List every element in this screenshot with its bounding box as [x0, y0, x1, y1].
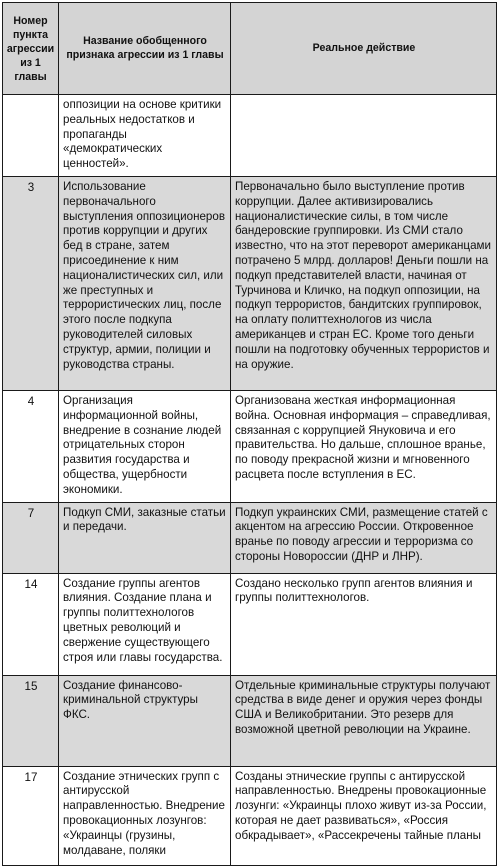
row-number: 3 — [3, 176, 59, 390]
row-feature: Использование первоначального выступления оппозиционеров против коррупции и других бед в стране, затем присоединение к ним националистических сил, или же преступных и террористических лиц, после этого после подкупа руководителей силовых структур, армии, полиции и руководства страны. — [59, 176, 231, 390]
row-feature: Подкуп СМИ, заказные статьи и передачи. — [59, 502, 231, 573]
table-row — [3, 390, 497, 502]
row-number: 7 — [3, 502, 59, 573]
header-action: Реальное действие — [231, 3, 497, 95]
row-number: 4 — [3, 390, 59, 502]
row-action: Создано несколько групп агентов влияния и группы политтехнологов. — [231, 573, 497, 675]
row-feature: оппозиции на основе критики реальных недостатков и пропаганды «демократических ценностей». — [59, 95, 231, 177]
table-row — [3, 502, 497, 573]
row-action: Подкуп украинских СМИ, размещение статей с акцентом на агрессию России. Откровенное вранье по поводу агрессии и терроризма со стороны Новороссии (ДНР и ЛНР). — [231, 502, 497, 573]
row-action: Отдельные криминальные структуры получают средства в виде денег и оружия через фонды США и Великобритании. Это резерв для возможной цветной революции на Украине. — [231, 675, 497, 766]
table-header-row — [3, 3, 497, 95]
row-feature: Создание финансово-криминальной структуры ФКС. — [59, 675, 231, 766]
row-action: Первоначально было выступление против коррупции. Далее активизировались националистические силы, в том числе бандеровские группировки. Из СМИ стало известно, что на этот переворот американцами потрачено 5 млрд. долларов! Деньги пошли на подкуп представителей власти, начиная от Турчинова и Кличко, на подкуп оппозиции, на подкуп террористов, бандитских группировок, на оплату политтехнологов из числа американцев и стран ЕС. Кроме того деньги пошли на подготовку обученных террористов и на оружие. — [231, 176, 497, 390]
table-row — [3, 95, 497, 177]
header-number: Номер пункта агрессии из 1 главы — [3, 3, 59, 95]
row-number — [3, 95, 59, 177]
row-feature: Создание этнических групп с антирусской направленностью. Внедрение провокационных лозунгов: «Украинцы (грузины, молдаване, поляки — [59, 766, 231, 865]
row-action: Созданы этнические группы с антирусской направленностью. Внедрены провокационные лозунги: «Украинцы плохо живут из-за России, которая не дает развиваться», «Россия обкрадывает», «Рассекречены тайные планы — [231, 766, 497, 865]
table-row — [3, 176, 497, 390]
row-action: Организована жесткая информационная война. Основная информация – справедливая, связанная с коррупцией Януковича и его правительства. Но дальше, сплошное вранье, по поводу прекрасной жизни и мгновенного расцвета после вступления в ЕС. — [231, 390, 497, 502]
row-action — [231, 95, 497, 177]
header-feature: Название обобщенного признака агрессии из 1 главы — [59, 3, 231, 95]
table-row — [3, 766, 497, 865]
row-feature: Создание группы агентов влияния. Создание плана и группы политтехнологов цветных революций и свержение существующего строя или главы государства. — [59, 573, 231, 675]
row-number: 15 — [3, 675, 59, 766]
row-number: 14 — [3, 573, 59, 675]
row-feature: Организация информационной войны, внедрение в сознание людей отрицательных сторон развития государства и общества, ущербности экономики. — [59, 390, 231, 502]
aggression-comparison-table — [2, 2, 497, 866]
table-row — [3, 573, 497, 675]
document-page — [2, 2, 498, 857]
table-row — [3, 675, 497, 766]
row-number: 17 — [3, 766, 59, 865]
